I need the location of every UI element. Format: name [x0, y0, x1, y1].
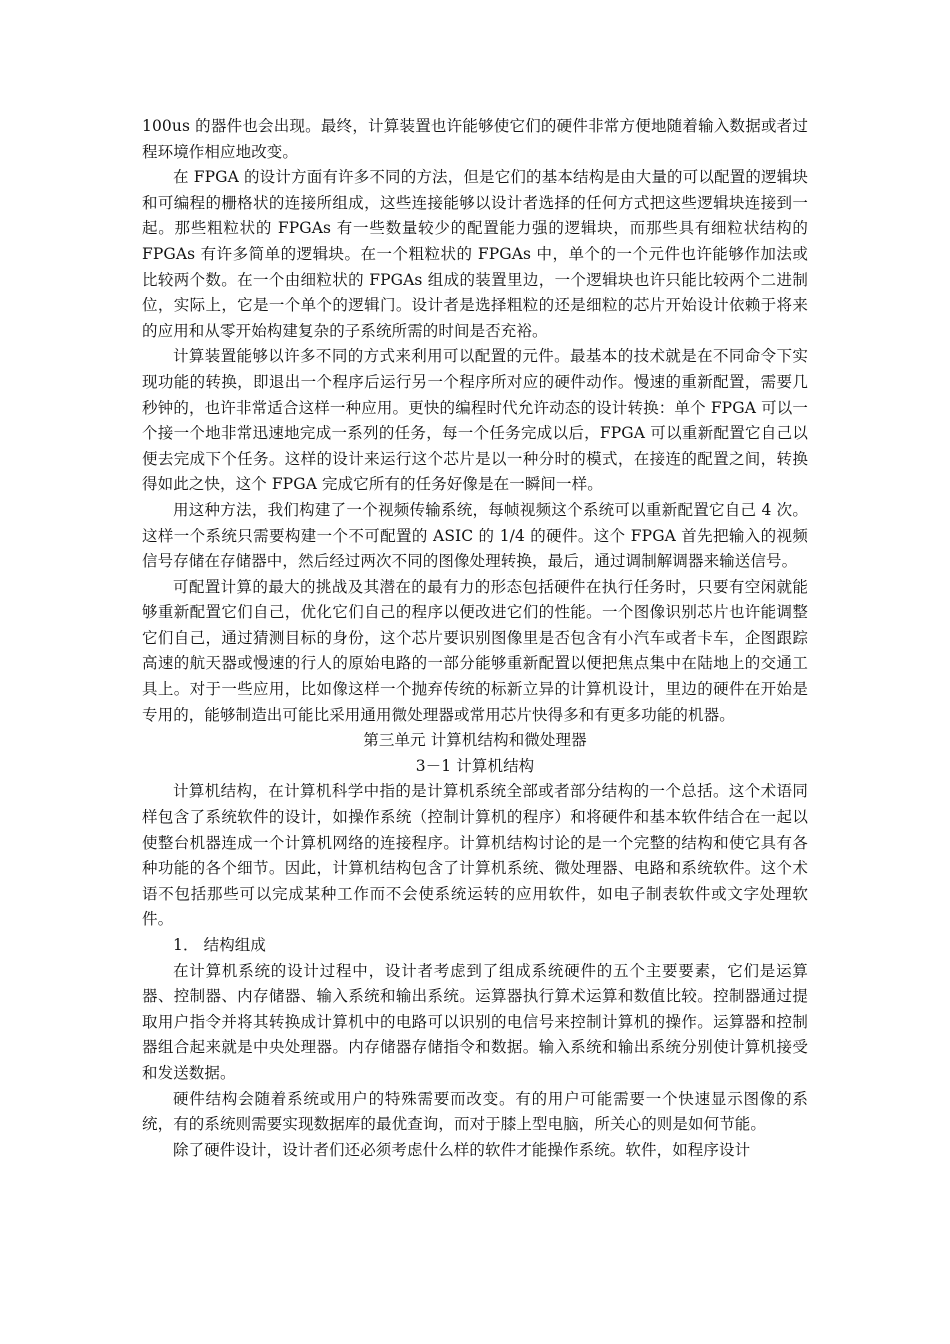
paragraph-hardware-variation: 硬件结构会随着系统或用户的特殊需要而改变。有的用户可能需要一个快速显示图像的系统，有的系统则需要实现数据库的最优查询，而对于膝上型电脑，所关心的则是如何节能。	[142, 1089, 808, 1134]
list-item-structure: 1． 结构组成	[173, 936, 266, 954]
paragraph-configurable-elements: 计算装置能够以许多不同的方式来利用可以配置的元件。最基本的技术就是在不同命令下实现功能的转换，即退出一个程序后运行另一个程序所对应的硬件动作。慢速的重新配置，需要几秒钟的，也许非常适合这样一种应用。更快的编程时代允许动态的设计转换：单个 FPGA 可以一个接一个地非常迅速地完成一系列的任务，每一个任务完成以后，FPGA 可以重新配置它自己以便去完成下个任务。这样的设计来运行这个芯片是以一种分时的模式，在接连的配置之间，转换得如此之快，这个 FPGA 完成它所有的任务好像是在一瞬间一样。	[142, 347, 808, 494]
paragraph-hardware-elements: 在计算机系统的设计过程中，设计者考虑到了组成系统硬件的五个主要要素，它们是运算器、控制器、内存储器、输入系统和输出系统。运算器执行算术运算和数值比较。控制器通过提取用户指令并将其转换成计算机中的电路可以识别的电信号来控制计算机的操作。运算器和控制器组合起来就是中央处理器。内存储器存储指令和数据。输入系统和输出系统分别使计算机接受和发送数据。	[142, 961, 808, 1082]
paragraph-video-system: 用这种方法，我们构建了一个视频传输系统，每帧视频这个系统可以重新配置它自己 4 次。这样一个系统只需要构建一个不可配置的 ASIC 的 1/4 的硬件。这个 FPGA 首先把输入的视频信号存储在存储器中，然后经过两次不同的图像处理转换，最后，通过调制解调器来输送信号。	[142, 500, 808, 571]
document-page	[142, 114, 808, 1163]
paragraph-software-design: 除了硬件设计，设计者们还必须考虑什么样的软件才能操作系统。软件，如程序设计	[173, 1140, 751, 1159]
paragraph-continuation: 100us 的器件也会出现。最终，计算装置也许能够使它们的硬件非常方便地随着输入数据或者过程环境作相应地改变。	[142, 117, 808, 161]
paragraph-computer-architecture: 计算机结构，在计算机科学中指的是计算机系统全部或者部分结构的一个总括。这个术语同样包含了系统软件的设计，如操作系统（控制计算机的程序）和将硬件和基本软件结合在一起以使整台机器连成一个计算机网络的连接程序。计算机结构讨论的是一个完整的结构和使它具有各种功能的各个细节。因此，计算机结构包含了计算机系统、微处理器、电路和系统软件。这个术语不包括那些可以完成某种工作而不会使系统运转的应用软件，如电子制表软件或文字处理软件。	[142, 782, 808, 929]
paragraph-reconfigurable-challenge: 可配置计算的最大的挑战及其潜在的最有力的形态包括硬件在执行任务时，只要有空闲就能够重新配置它们自己，优化它们自己的程序以便改进它们的性能。一个图像识别芯片也许能调整它们自己，通过猜测目标的身份，这个芯片要识别图像里是否包含有小汽车或者卡车，企图跟踪高速的航天器或慢速的行人的原始电路的一部分能够重新配置以便把焦点集中在陆地上的交通工具上。对于一些应用，比如像这样一个抛弃传统的标新立异的计算机设计，里边的硬件在开始是专用的，能够制造出可能比采用通用微处理器或常用芯片快得多和有更多功能的机器。	[142, 577, 808, 724]
paragraph-fpga-design: 在 FPGA 的设计方面有许多不同的方法，但是它们的基本结构是由大量的可以配置的逻辑块和可编程的栅格状的连接所组成，这些连接能够以设计者选择的任何方式把这些逻辑块连接到一起。那些粗粒状的 FPGAs 有一些数量较少的配置能力强的逻辑块，而那些具有细粒状结构的 FPGAs 有许多简单的逻辑块。在一个粗粒状的 FPGAs 中，单个的一个元件也许能够作加法或比较两个数。在一个由细粒状的 FPGAs 组成的装置里边，一个逻辑块也许只能比较两个二进制位，实际上，它是一个单个的逻辑门。设计者是选择粗粒的还是细粒的芯片开始设计依赖于将来的应用和从零开始构建复杂的子系统所需的时间是否充裕。	[142, 168, 808, 340]
section-heading: 3－1 计算机结构	[415, 756, 535, 775]
unit-heading: 第三单元 计算机结构和微处理器	[363, 731, 587, 750]
